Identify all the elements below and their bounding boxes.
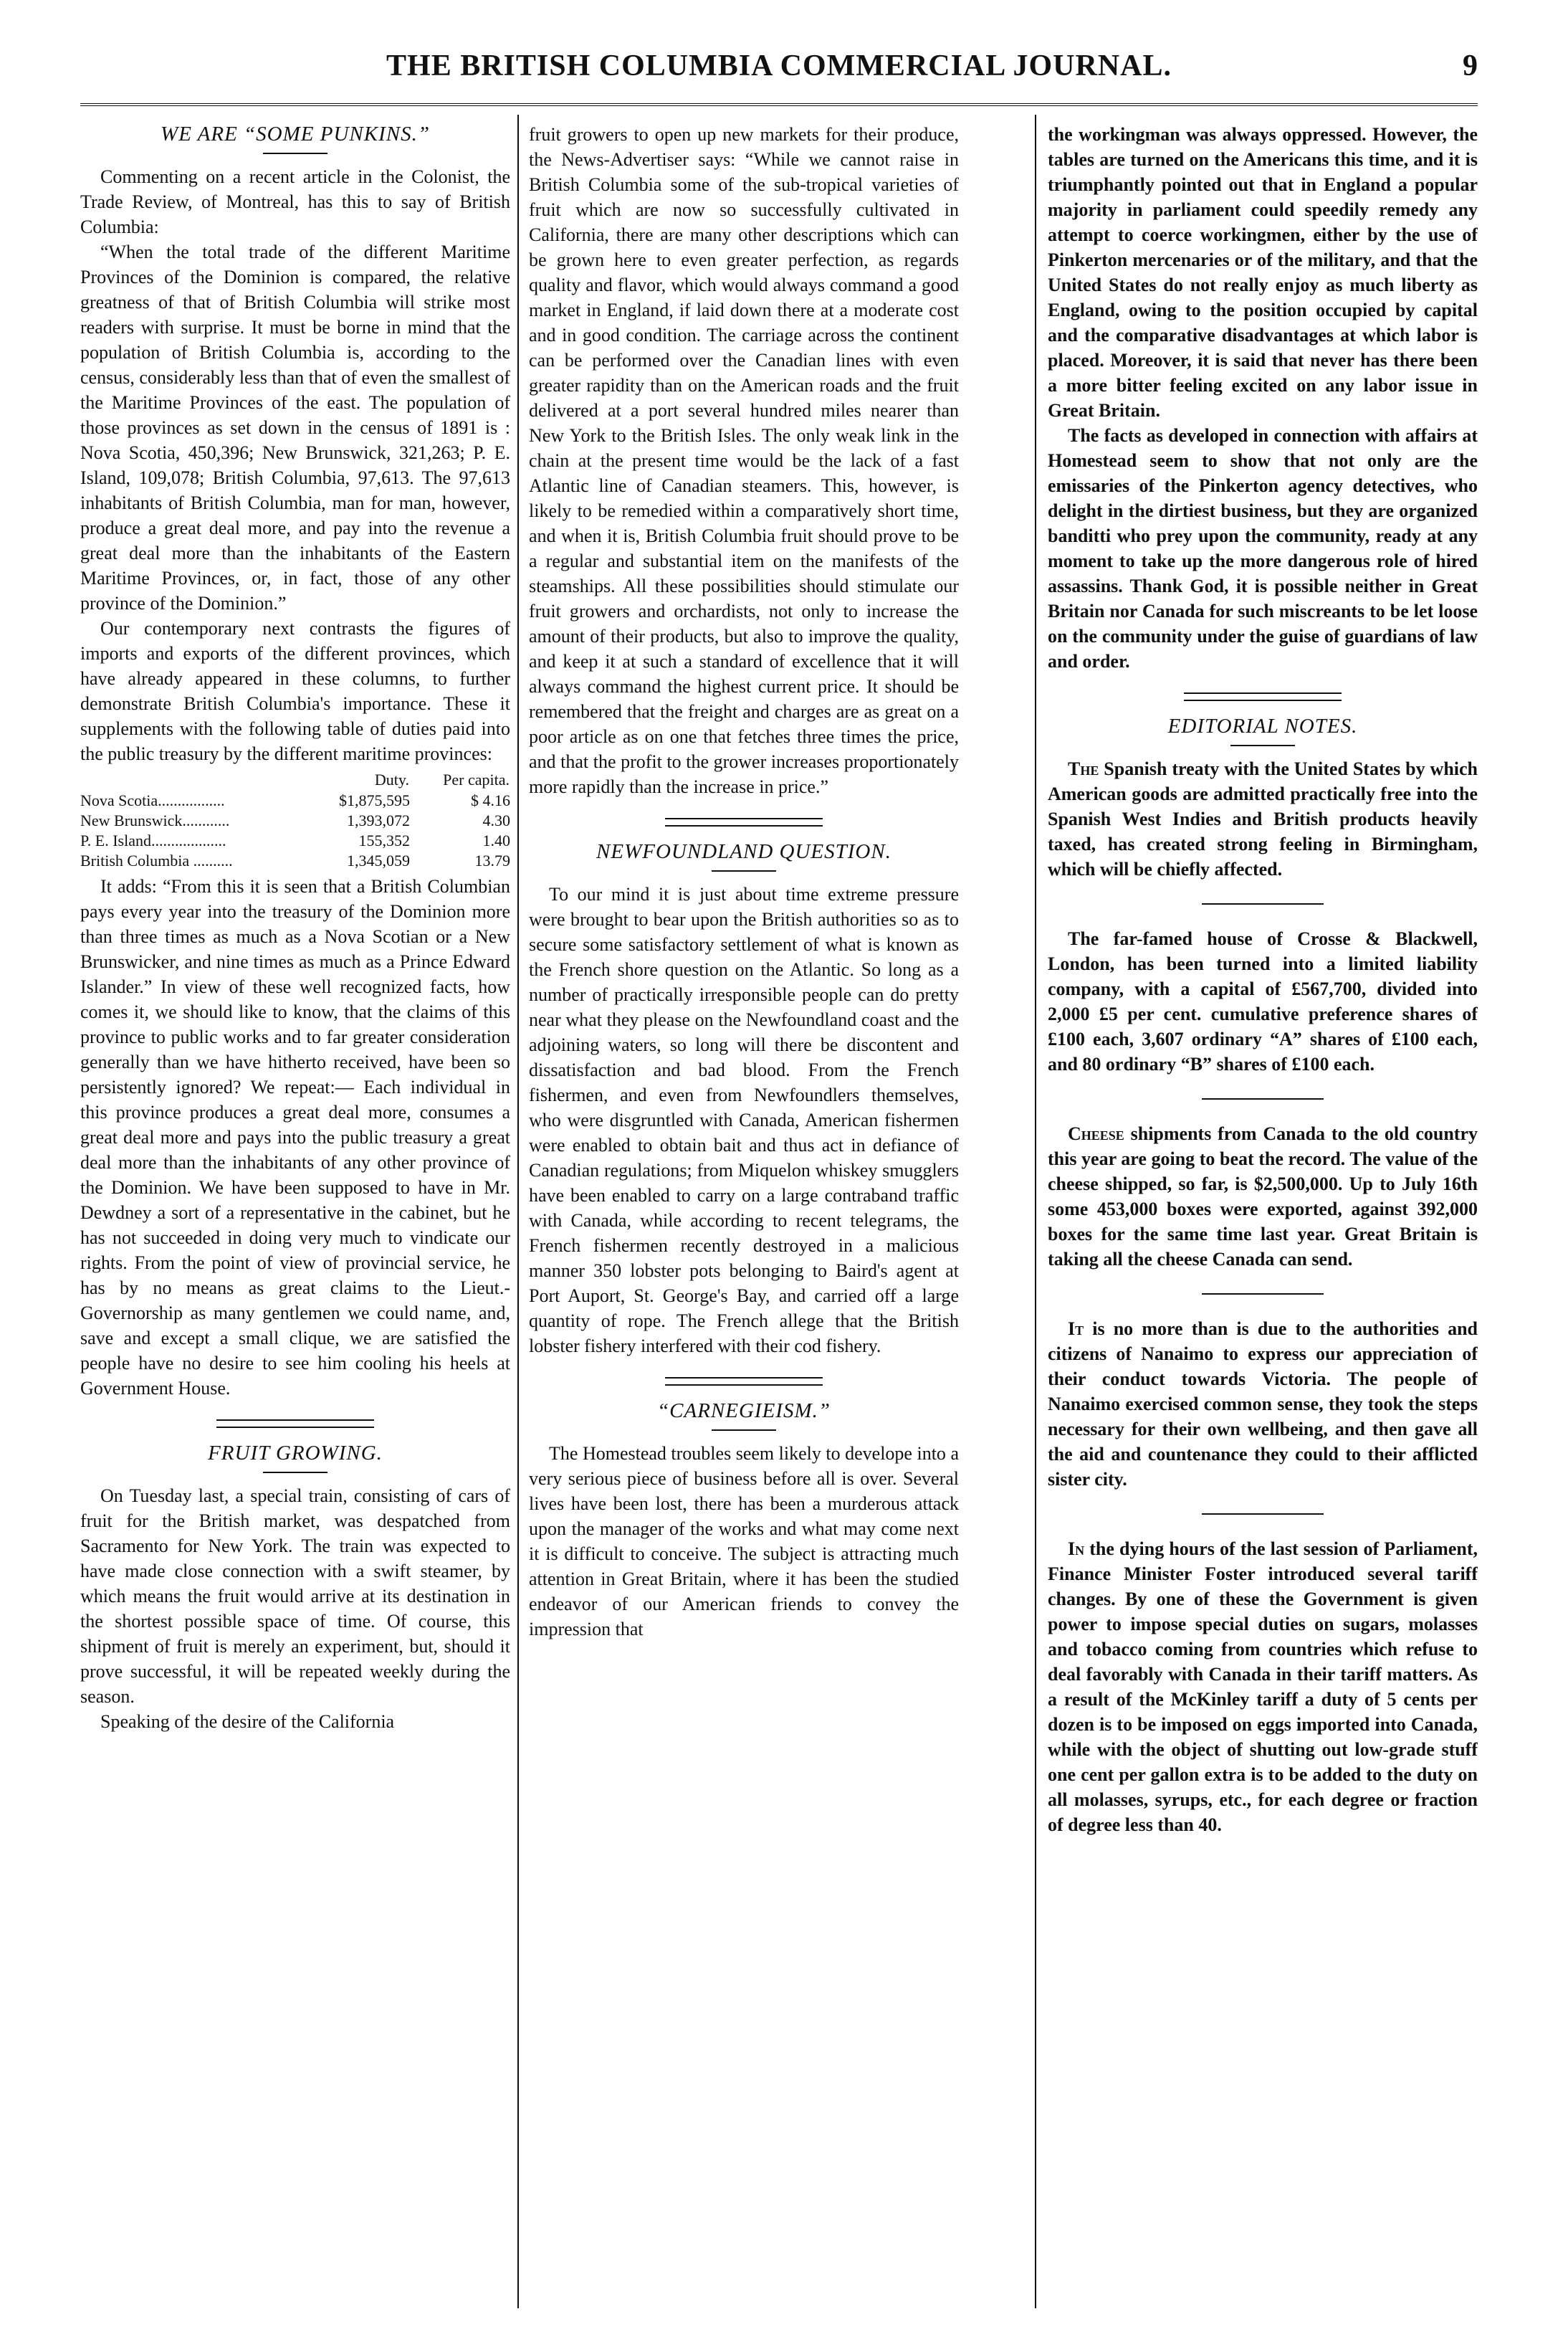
column-header: Per capita. — [443, 771, 510, 789]
per-capita-cell: $ 4.16 — [471, 791, 510, 809]
per-capita-cell: 4.30 — [482, 811, 510, 829]
province-cell: British Columbia .......... — [80, 852, 233, 870]
divider — [1202, 1098, 1324, 1100]
note-text: is no more than is due to the authorities and citizens of Nanaimo to express our appreciation of their conduct towards Victoria. The people of Nanaimo exercised common sense, they took the steps necessary for their own wellbeing, and then gave all the aid and countenance they could to their afflicted sister city. — [1048, 1318, 1478, 1490]
table-row — [80, 851, 510, 871]
table-row — [80, 831, 510, 851]
column-2 — [529, 122, 959, 2301]
note-text: the dying hours of the last session of Parliament, Finance Minister Foster introduced several tariff changes. By one of these the Government is given power to impose special duties on sugars, molasses and tobacco coming from countries which refuse to deal favorably with Canada in their tariff matters. As a result of the McKinley tariff a duty of 5 cents per dozen is to be imposed on eggs imported into Canada, while with the object of shutting out low-grade stuff one cent per gallon extra is to be added to the duty on all molasses, syrups, etc., for each degree or fraction of degree less than 40. — [1048, 1538, 1478, 1835]
paragraph: It adds: “From this it is seen that a British Columbian pays every year into the treasury of the Dominion more than three times as much as a Nova Scotian or a New Brunswicker, and nine times as much as a Prince Edward Islander.” In view of these well recognized facts, how comes it, we should like to know, that the claims of this province to public works and to far greater consideration generally than we have hitherto received, have been so persistently ignored? We repeat:— Each individual in this province produces a great deal more, consumes a great deal more and pays into the public treasury a great deal more than the inhabitants of any other province of the Dominion. We have been supposed to have in Mr. Dewdney a sort of a representative in the cabinet, but he has not succeeded in doing very much to vindicate our rights. From the point of view of provincial service, he has by no means as great claims to the Lieut.-Governorship as many gentlemen we could name, and, save and except a small clique, we are satisfied the people have no desire to see him cooling his heels at Government House. — [80, 876, 510, 1399]
paragraph: Commenting on a recent article in the Colonist, the Trade Review, of Montreal, has this to say of British Columbia: — [80, 166, 510, 237]
section-divider — [665, 818, 823, 827]
divider — [712, 1429, 776, 1431]
divider — [1202, 903, 1324, 905]
divider — [1202, 1513, 1324, 1515]
section-divider — [1184, 692, 1342, 701]
column-1 — [80, 122, 510, 2301]
divider — [263, 1472, 328, 1473]
article-heading: WE ARE “SOME PUNKINS.” — [161, 123, 430, 146]
page-header — [80, 37, 1478, 106]
divider — [263, 153, 328, 154]
article-heading: NEWFOUNDLAND QUESTION. — [596, 840, 891, 863]
table-row — [80, 791, 510, 811]
table-header-row — [80, 769, 510, 791]
section-divider — [665, 1377, 823, 1386]
paragraph: the workingman was always oppressed. However, the tables are turned on the Americans this time, and it is triumphantly pointed out that in England a popular majority in parliament could speedily remedy any attempt to coerce workingmen, either by the use of Pinkerton mercenaries or of the military, and that the United States do not really enjoy as much liberty as England, owing to the position occupied by capital and the comparative disadvantages at which labor is placed. Moreover, it is said that never has there been a more bitter feeling excited on any labor issue in Great Britain. — [1048, 124, 1478, 421]
article-heading: FRUIT GROWING. — [208, 1442, 383, 1465]
paragraph: On Tuesday last, a special train, consisting of cars of fruit for the British market, was despatched from Sacramento for New York. The train was expected to have made close connection with a swift steamer, by which means the fruit would arrive at its destination in the shortest possible space of time. Of course, this shipment of fruit is merely an experiment, but, should it prove successful, it will be repeated weekly during the season. — [80, 1485, 510, 1707]
province-cell: Nova Scotia................. — [80, 791, 225, 809]
editorial-note — [1048, 1316, 1478, 1492]
table-row — [80, 811, 510, 831]
column-3 — [1048, 122, 1478, 2301]
paragraph: “When the total trade of the different Maritime Provinces of the Dominion is compared, the relative greatness of that of British Columbia will strike most readers with surprise. It must be borne in mind that the population of British Columbia is, according to the census, considerably less than that of even the smallest of the Maritime Provinces of the east. The population of those provinces as set down in the census of 1891 is : Nova Scotia, 450,396; New Brunswick, 321,263; P. E. Island, 109,078; British Columbia, 97,613. The 97,613 inhabitants of British Columbia, man for man, however, produce a great deal more, and pay into the revenue a great deal more than the inhabitants of the Eastern Maritime Provinces, or, in fact, those of any other province of the Dominion.” — [80, 242, 510, 614]
paragraph: Our contemporary next contrasts the figures of imports and exports of the different provinces, which have already appeared in these columns, to further demonstrate British Columbia's importance. These it supplements with the following table of duties paid into the public treasury by the different maritime provinces: — [80, 618, 510, 764]
divider — [712, 870, 776, 872]
duty-cell: 155,352 — [358, 832, 410, 849]
province-cell: New Brunswick............ — [80, 811, 230, 829]
column-divider — [517, 115, 519, 2308]
paragraph: The Homestead troubles seem likely to develope into a very serious piece of business before all is over. Several lives have been lost, there has been a murderous attack upon the manager of the works and what may come next it is difficult to conceive. The subject is attracting much attention in Great Britain, where it has been the studied endeavor of our American friends to convey the impression that — [529, 1443, 959, 1639]
editorial-note — [1048, 1536, 1478, 1837]
province-cell: P. E. Island................... — [80, 832, 226, 849]
per-capita-cell: 13.79 — [474, 852, 510, 870]
editorial-note — [1048, 1121, 1478, 1272]
article-heading: EDITORIAL NOTES. — [1167, 715, 1358, 738]
column-divider — [1035, 115, 1036, 2308]
journal-title: THE BRITISH COLUMBIA COMMERCIAL JOURNAL. — [386, 49, 1172, 82]
paragraph: To our mind it is just about time extreme pressure were brought to bear upon the British authorities so as to secure some satisfactory settlement of what is known as the French shore question on the Atlantic. So long as a number of practically irresponsible people can do pretty near what they please on the Newfoundland coast and the adjoining waters, so long will there be discontent and dissatisfaction and bad blood. From the French fishermen, and even from Newfoundlers themselves, who were disgruntled with Canada, American fishermen were enabled to obtain bait and thus act in defiance of Canadian regulations; from Miquelon whiskey smugglers have been enabled to carry on a large contraband traffic with Canada, while according to recent telegrams, the French fishermen recently destroyed in a malicious manner 350 lobster pots belonging to Baird's agent at Port Auport, St. George's Bay, and carried off a large quantity of rope. The French allege that the British lobster fishery interfered with their cod fishery. — [529, 884, 959, 1356]
column-header: Duty. — [374, 771, 409, 789]
note-lead: Cheese — [1068, 1123, 1124, 1144]
duty-cell: 1,393,072 — [346, 811, 410, 829]
note-lead: It — [1068, 1318, 1084, 1339]
paragraph: Speaking of the desire of the California — [100, 1711, 395, 1732]
editorial-note — [1048, 756, 1478, 882]
duty-cell: 1,345,059 — [346, 852, 410, 870]
divider — [1202, 1293, 1324, 1295]
note-lead: In — [1068, 1538, 1085, 1559]
page-number: 9 — [1463, 49, 1478, 82]
duties-table — [80, 769, 510, 871]
section-divider — [216, 1419, 374, 1428]
paragraph: fruit growers to open up new markets for their produce, the News-Advertiser says: “While we cannot raise in British Columbia some of the sub-tropical varieties of fruit which are now so successfully cultivated in California, there are many other descriptions which can be grown here to even greater perfection, as regards quality and flavor, which would always command a good market in England, if laid down there at a moderate cost and in good condition. The carriage across the continent can be performed over the Canadian lines with even greater rapidity than on the American roads and the fruit delivered at a port several hundred miles nearer than New York to the British Isles. The only weak link in the chain at the present time would be the lack of a fast Atlantic line of Canadian steamers. This, however, is likely to be remedied within a comparatively short time, and when it is, British Columbia fruit should prove to be a regular and substantial item on the manifests of the steamships. All these possibilities should stimulate our fruit growers and orchardists, not only to increase the amount of their products, but also to improve the quality, and keep it at such a standard of excellence that it will always command the highest current price. It should be remembered that the freight and charges are as great on a poor article as on one that fetches three times the price, and that the profit to the grower increases proportionately more rapidly than the increase in price.” — [529, 124, 959, 797]
duty-cell: $1,875,595 — [338, 791, 410, 809]
divider — [1230, 745, 1295, 746]
note-lead: The — [1068, 758, 1099, 779]
editorial-note: The far-famed house of Crosse & Blackwell, London, has been turned into a limited liability company, with a capital of £567,700, divided into 2,000 £5 per cent. cumulative preference shares of £100 each, 3,607 ordinary “A” shares of £100 each, and 80 ordinary “B” shares of £100 each. — [1048, 928, 1478, 1075]
article-heading: “CARNEGIEISM.” — [657, 1399, 831, 1422]
note-text: shipments from Canada to the old country this year are going to beat the record. The value of the cheese shipped, so far, is $2,500,000. Up to July 16th some 453,000 boxes were exported, against 392,000 boxes for the same time last year. Great Britain is taking all the cheese Canada can send. — [1048, 1123, 1478, 1270]
paragraph: The facts as developed in connection with affairs at Homestead seem to show that not only are the emissaries of the Pinkerton agency detectives, who delight in the dirtiest business, but they are organized banditti who prey upon the community, ready at any moment to take up the more dangerous role of hired assassins. Thank God, it is possible neither in Great Britain nor Canada for such miscreants to be let loose on the community under the guise of guardians of law and order. — [1048, 425, 1478, 672]
per-capita-cell: 1.40 — [482, 832, 510, 849]
note-text: Spanish treaty with the United States by which American goods are admitted practically free into the Spanish West Indies and British products heavily taxed, has created strong feeling in Birmingham, which will be chiefly affected. — [1048, 758, 1478, 880]
